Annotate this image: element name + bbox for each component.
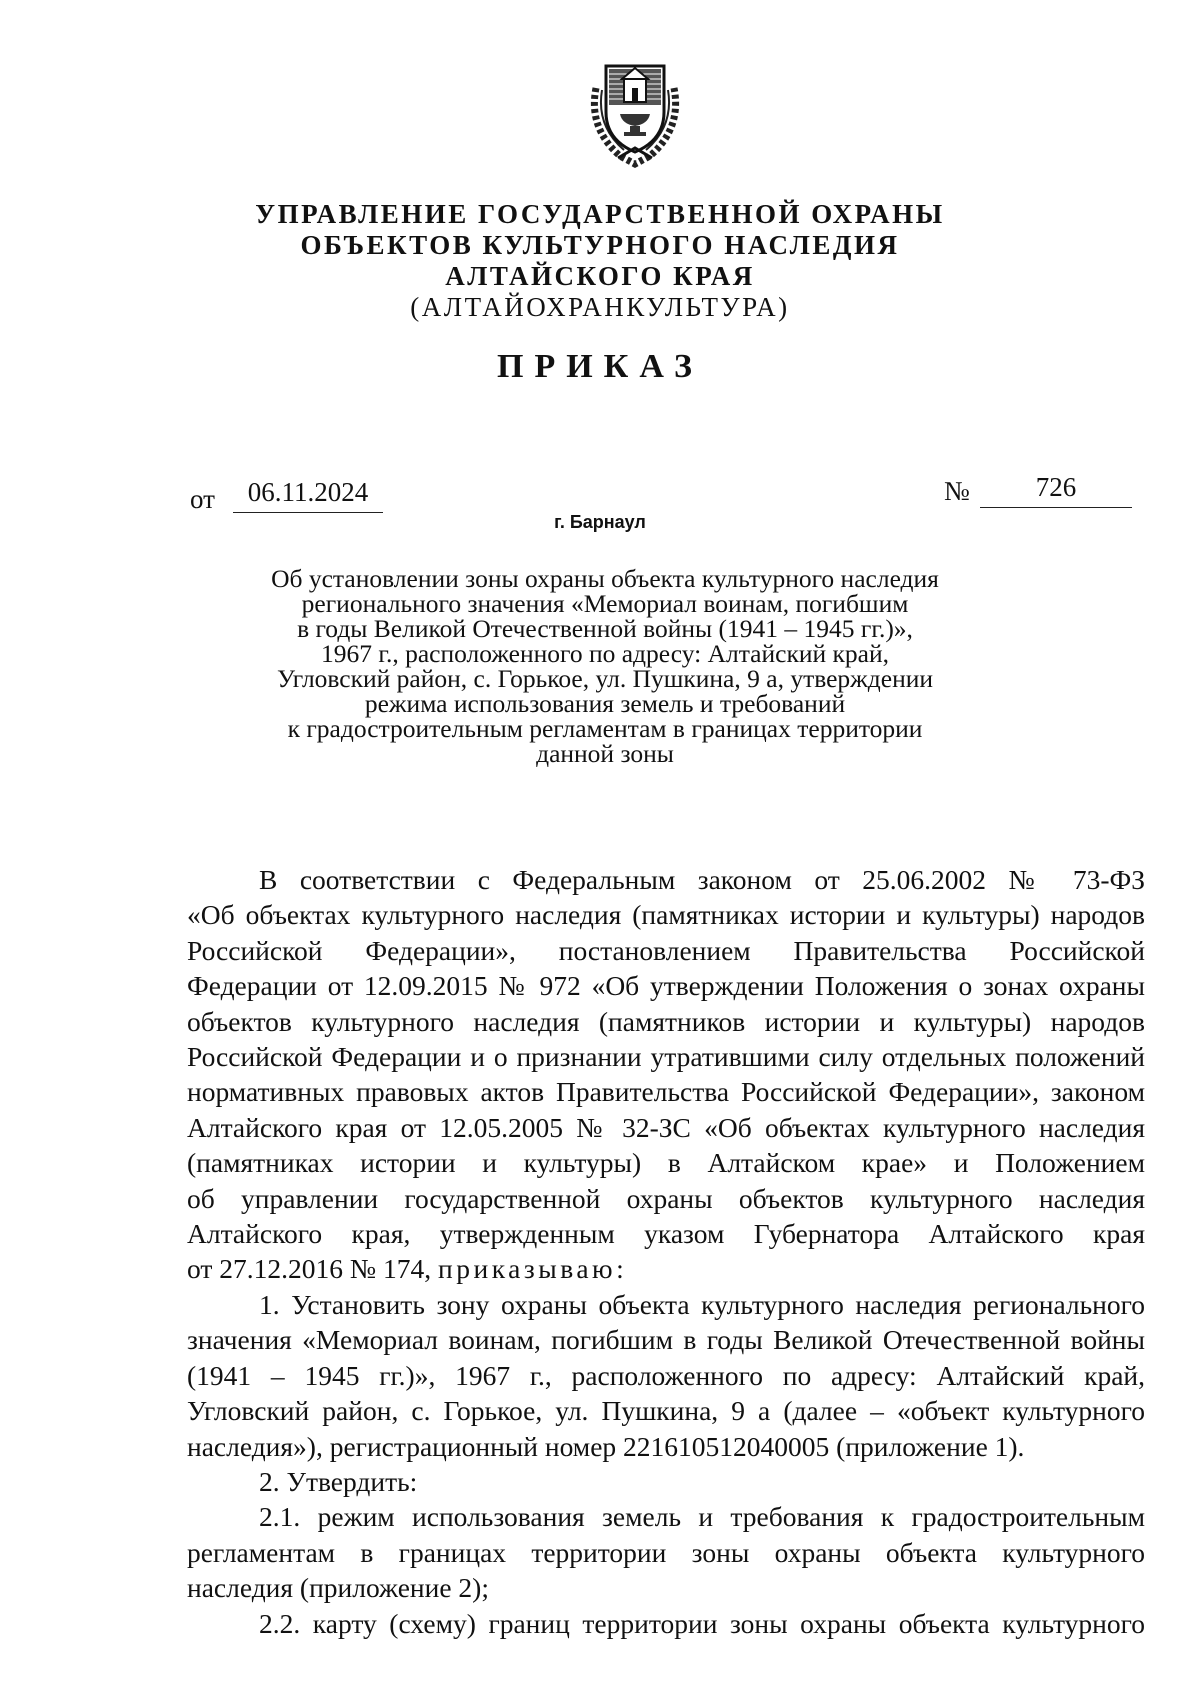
preamble-last-line (187, 1251, 1145, 1286)
item-2-2-line: 2.2. карту (схему) границ территории зоны охраны объекта культурного (259, 1607, 1145, 1639)
subject-line: Об установлении зоны охраны объекта культурного наследия (271, 564, 939, 593)
altai-krai-coat-of-arms-icon (580, 48, 690, 170)
item-1-last-line: наследия»), регистрационный номер 221610512040005 (приложение 1). (187, 1430, 1025, 1462)
order-word: приказываю: (438, 1253, 628, 1285)
preamble-line: Российской Федерации и о признании утратившими силу отдельных положений (187, 1041, 1145, 1073)
subject-line: 1967 г., расположенного по адресу: Алтайский край, (321, 639, 889, 668)
preamble-line: Алтайского края, утвержденным указом Губернатора Алтайского края (187, 1218, 1145, 1250)
org-name-line-3: АЛТАЙСКОГО КРАЯ (445, 261, 755, 291)
preamble-line: В соответствии с Федеральным законом от 25.06.2002 № 73-ФЗ (259, 864, 1145, 895)
item-1-line: значения «Мемориал воинам, погибшим в годы Великой Отечественной войны (187, 1324, 1145, 1356)
preamble-line: Федерации от 12.09.2015 № 972 «Об утверждении Положения о зонах охраны (187, 970, 1145, 1002)
document-date: 06.11.2024 (233, 477, 383, 513)
subject-line: режима использования земель и требований (364, 689, 846, 718)
document-body (187, 862, 1145, 1641)
preamble-line: Алтайского края от 12.05.2005 № 32-ЗС «Об объектах культурного наследия (187, 1111, 1145, 1143)
subject-line: регионального значения «Мемориал воинам, погибшим (301, 589, 909, 618)
subject-line: к градостроительным регламентам в границах территории (287, 714, 923, 743)
item-2: 2. Утвердить: (259, 1465, 418, 1497)
document-number: 726 (980, 472, 1132, 508)
preamble-last-text: от 27.12.2016 № 174, (187, 1253, 432, 1285)
item-2-1-last-line: наследия (приложение 2); (187, 1572, 489, 1604)
document-place: г. Барнаул (554, 512, 646, 532)
subject-line: данной зоны (536, 739, 674, 768)
subject-line: Угловский район, с. Горькое, ул. Пушкина, 9 а, утверждении (276, 664, 934, 693)
preamble-line: «Об объектах культурного наследия (памятниках истории и культуры) народов (187, 899, 1145, 931)
date-label: от (190, 484, 215, 514)
item-1-line: Угловский район, с. Горькое, ул. Пушкина, 9 а (далее – «объект культурного (187, 1395, 1145, 1427)
item-1-line: (1941 – 1945 гг.)», 1967 г., расположенного по адресу: Алтайский край, (187, 1359, 1145, 1391)
item-1-line: 1. Установить зону охраны объекта культурного наследия регионального (259, 1288, 1145, 1320)
document-subject (240, 566, 970, 766)
preamble-line: об управлении государственной охраны объектов культурного наследия (187, 1182, 1145, 1214)
org-short-name: (АЛТАЙОХРАНКУЛЬТУРА) (410, 292, 790, 322)
preamble-line: Российской Федерации», постановлением Правительства Российской (187, 934, 1145, 966)
subject-line: в годы Великой Отечественной войны (1941 – 1945 гг.)», (297, 614, 913, 643)
preamble-line: объектов культурного наследия (памятников истории и культуры) народов (187, 1005, 1145, 1037)
item-2-1-line: регламентам в границах территории зоны охраны объекта культурного (187, 1536, 1145, 1568)
document-type-title: ПРИКАЗ (497, 348, 703, 385)
org-name-line-1: УПРАВЛЕНИЕ ГОСУДАРСТВЕННОЙ ОХРАНЫ (255, 199, 945, 229)
preamble-line: нормативных правовых актов Правительства Российской Федерации», законом (187, 1076, 1145, 1108)
preamble-line: (памятниках истории и культуры) в Алтайском крае» и Положением (187, 1147, 1145, 1179)
item-2-1-line: 2.1. режим использования земель и требования к градостроительным (259, 1501, 1145, 1533)
org-name-line-2: ОБЪЕКТОВ КУЛЬТУРНОГО НАСЛЕДИЯ (300, 230, 900, 260)
number-label: № (944, 476, 970, 506)
